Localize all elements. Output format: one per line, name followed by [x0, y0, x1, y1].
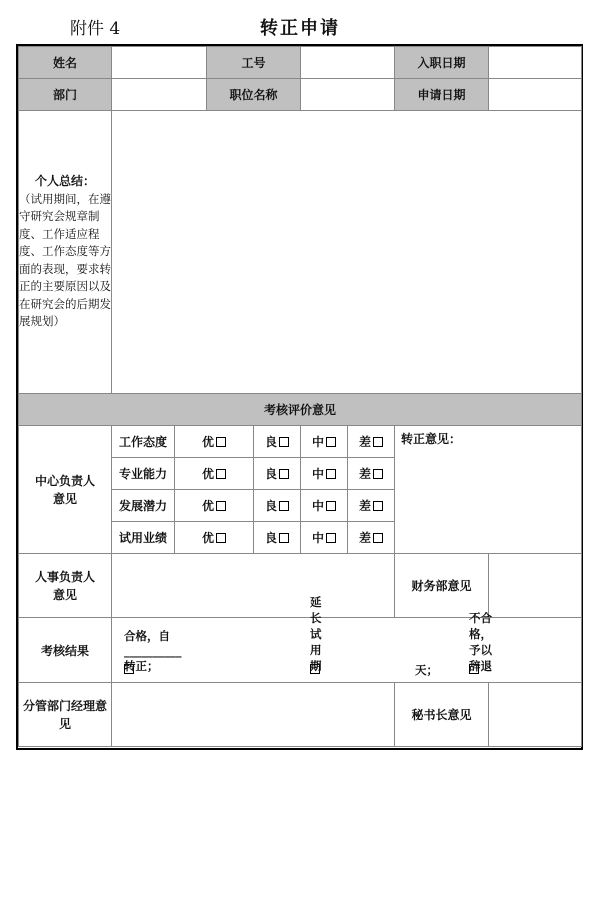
criterion-label: 试用业绩 — [112, 522, 175, 554]
checkbox-icon — [279, 533, 289, 543]
assessment-result-field: 合格，自__________转正； 延长试用期 天； 不合格，予以辞退 — [112, 618, 582, 683]
checkbox-icon — [216, 533, 226, 543]
join-date-field[interactable] — [489, 47, 582, 79]
checkbox-icon — [216, 501, 226, 511]
position-label: 职位名称 — [207, 79, 301, 111]
checkbox-icon — [279, 469, 289, 479]
employee-no-label: 工号 — [207, 47, 301, 79]
page-title: 转正申请 — [260, 18, 340, 39]
evaluation-section-title: 考核评价意见 — [19, 394, 582, 426]
checkbox-icon — [216, 469, 226, 479]
apply-date-field[interactable] — [489, 79, 582, 111]
grade-average-option[interactable]: 中 — [301, 522, 348, 554]
hr-head-opinion-field[interactable] — [112, 554, 395, 618]
grade-excellent-option[interactable]: 优 — [175, 426, 254, 458]
apply-date-label: 申请日期 — [395, 79, 489, 111]
checkbox-icon — [279, 501, 289, 511]
grade-average-option[interactable]: 中 — [301, 458, 348, 490]
summary-instructions: （试用期间，在遵守研究会规章制度、工作适应程度、工作态度等方面的表现，要求转正的主要原因以及在研究会的后期发展规划） — [19, 191, 111, 329]
finance-opinion-label: 财务部意见 — [395, 554, 489, 618]
secretary-general-opinion-label: 秘书长意见 — [395, 683, 489, 747]
join-date-label: 入职日期 — [395, 47, 489, 79]
probation-opinion-field[interactable] — [395, 426, 582, 554]
checkbox-icon — [326, 437, 336, 447]
extend-days-label: 天； — [415, 663, 438, 677]
position-field[interactable] — [301, 79, 395, 111]
center-head-opinion-label: 中心负责人意见 — [19, 426, 112, 554]
department-field[interactable] — [112, 79, 207, 111]
name-field[interactable] — [112, 47, 207, 79]
personal-summary-field[interactable] — [112, 111, 582, 394]
department-label: 部门 — [19, 79, 112, 111]
checkbox-icon — [373, 533, 383, 543]
summary-heading: 个人总结： — [34, 174, 95, 189]
hr-head-opinion-label: 人事负责人意见 — [19, 554, 112, 618]
grade-good-option[interactable]: 良 — [254, 522, 301, 554]
personal-summary-label — [19, 111, 112, 394]
checkbox-icon — [326, 469, 336, 479]
checkbox-icon — [373, 501, 383, 511]
grade-poor-option[interactable]: 差 — [348, 522, 395, 554]
checkbox-icon — [373, 469, 383, 479]
division-manager-opinion-field[interactable] — [112, 683, 395, 747]
assessment-result-label: 考核结果 — [19, 618, 112, 683]
criterion-label: 工作态度 — [112, 426, 175, 458]
grade-average-option[interactable]: 中 — [301, 490, 348, 522]
checkbox-icon — [373, 437, 383, 447]
grade-excellent-option[interactable]: 优 — [175, 490, 254, 522]
grade-good-option[interactable]: 良 — [254, 458, 301, 490]
division-manager-opinion-label: 分管部门经理意见 — [19, 683, 112, 747]
name-label: 姓名 — [19, 47, 112, 79]
grade-good-option[interactable]: 良 — [254, 426, 301, 458]
grade-excellent-option[interactable]: 优 — [175, 522, 254, 554]
checkbox-icon — [326, 501, 336, 511]
grade-excellent-option[interactable]: 优 — [175, 458, 254, 490]
secretary-general-opinion-field[interactable] — [489, 683, 582, 747]
grade-good-option[interactable]: 良 — [254, 490, 301, 522]
grade-poor-option[interactable]: 差 — [348, 458, 395, 490]
employee-no-field[interactable] — [301, 47, 395, 79]
grade-average-option[interactable]: 中 — [301, 426, 348, 458]
checkbox-icon — [279, 437, 289, 447]
criterion-label: 专业能力 — [112, 458, 175, 490]
checkbox-icon — [326, 533, 336, 543]
grade-poor-option[interactable]: 差 — [348, 490, 395, 522]
probation-opinion-label: 转正意见： — [401, 432, 462, 446]
criterion-label: 发展潜力 — [112, 490, 175, 522]
checkbox-icon — [216, 437, 226, 447]
grade-poor-option[interactable]: 差 — [348, 426, 395, 458]
annex-label: 附件 4 — [70, 19, 121, 39]
finance-opinion-field[interactable] — [489, 554, 582, 618]
application-form — [18, 46, 582, 747]
